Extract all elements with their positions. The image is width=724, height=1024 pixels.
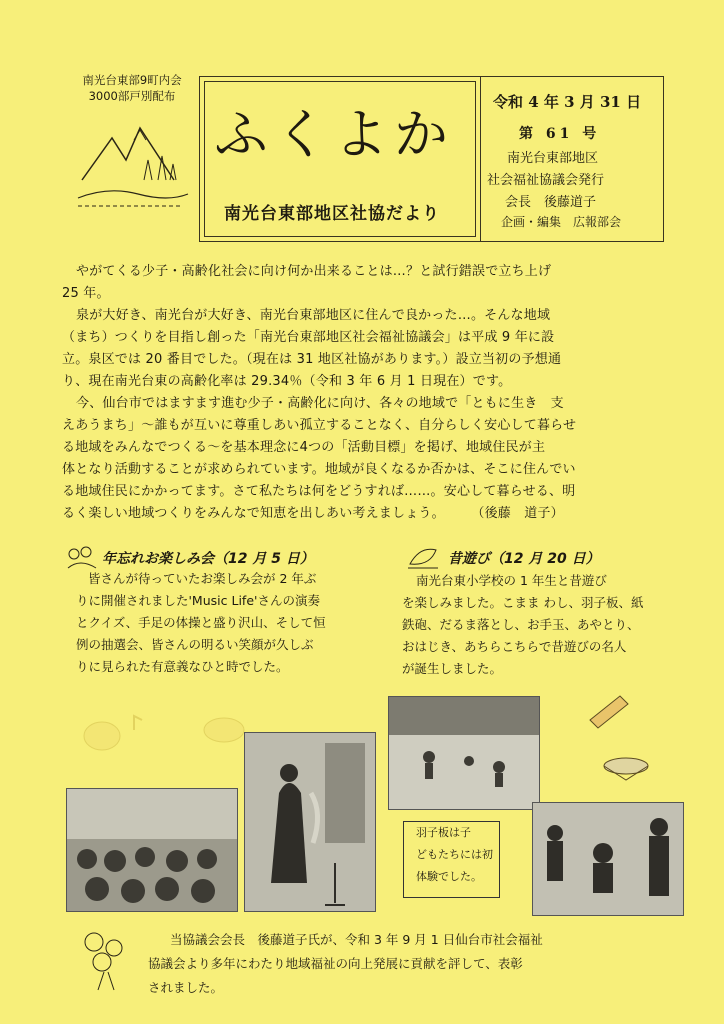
intro-line: 体となり活動することが求められています。地域が良くなるか否かは、そこに住んでい bbox=[62, 462, 576, 477]
area-line: 南光台東部9町内会 bbox=[82, 73, 182, 87]
award-line: 当協議会会長 後藤道子氏が、令和 3 年 9 月 1 日仙台市社会福祉 bbox=[170, 932, 543, 947]
newsletter-subtitle: 南光台東部地区社協だより bbox=[224, 204, 440, 224]
intro-line: 今、仙台市ではますます進む少子・高齢化に向け、各々の地域で「ともに生き 支 bbox=[76, 396, 564, 411]
newsletter-title: ふくよか bbox=[214, 103, 454, 166]
leaf-icon bbox=[404, 542, 444, 572]
photo-caption-box bbox=[403, 821, 500, 898]
intro-line: （まち）つくりを目指し創った「南光台東部地区社会福祉協議会」は平成 9 年に設 bbox=[62, 330, 555, 345]
intro-line: る地域をみんなでつくる～を基本理念に4つの「活動目標」を掲げ、地域住民が主 bbox=[62, 440, 546, 455]
area-distribution-block bbox=[68, 72, 196, 232]
intro-line: 泉が大好き、南光台が大好き、南光台東部地区に住んで良かった…。そんな地域 bbox=[76, 308, 551, 323]
right-article-heading: 昔遊び（12 月 20 日） bbox=[448, 551, 600, 567]
publisher-name: 社会福祉協議会発行 bbox=[487, 173, 605, 188]
distribution-line: 3000部戸別配布 bbox=[88, 89, 176, 103]
spinning-top-and-battledore-icon bbox=[570, 680, 670, 790]
left-article-heading: 年忘れお楽しみ会（12 月 5 日） bbox=[102, 551, 314, 567]
award-line: されました。 bbox=[148, 980, 224, 995]
editor: 企画・編集 広報部会 bbox=[501, 215, 622, 229]
caption-line: 羽子板は子 bbox=[416, 826, 471, 839]
intro-line: るく楽しい地域つくりをみんなで知恵を出しあい考えましょう。 （後藤 道子） bbox=[62, 506, 564, 521]
saxophone-performance-photo bbox=[244, 732, 376, 912]
right-article-line: おはじき、あちらこちらで昔遊びの名人 bbox=[402, 639, 627, 654]
children-playing-photo bbox=[532, 802, 684, 916]
intro-line: 立。泉区では 20 番目でした。（現在は 31 地区社協があります。）設立当初の予想通 bbox=[62, 352, 562, 367]
left-article-line: りに開催されました'Music Life'さんの演奏 bbox=[76, 593, 320, 608]
right-article-line: を楽しみました。こまま わし、羽子板、紙 bbox=[402, 595, 644, 610]
right-article-line: 南光台東小学校の 1 年生と昔遊び bbox=[416, 573, 607, 588]
chairperson: 会長 後藤道子 bbox=[505, 195, 597, 210]
intro-line: えあうまち」～誰もが互いに尊重しあい孤立することなく、自分らしく安心して暮らせ bbox=[62, 418, 577, 433]
caption-line: 体験でした。 bbox=[416, 870, 482, 883]
issue-date: 令和 4 年 3 月 31 日 bbox=[493, 93, 642, 111]
caption-line: どもたちには初 bbox=[416, 848, 493, 861]
right-article-line: が誕生しました。 bbox=[402, 661, 503, 676]
left-article-line: 皆さんが待っていたお楽しみ会が 2 年ぶ bbox=[88, 571, 317, 586]
award-line: 協議会より多年にわたり地域福祉の向上発展に貢献を評して、表彰 bbox=[148, 956, 523, 971]
left-article-line: とクイズ、手足の体操と盛り沢山、そして恒 bbox=[76, 615, 326, 630]
intro-line: り、現在南光台東の高齢化率は 29.34％（令和 3 年 6 月 1 日現在）です。 bbox=[62, 374, 512, 389]
right-article-line: 鉄砲、だるま落とし、お手玉、あやとり、 bbox=[402, 617, 640, 632]
intro-line: やがてくる少子・高齢化社会に向け何か出来ることは…？と試行錯誤で立ち上げ bbox=[76, 264, 552, 279]
gym-games-photo bbox=[388, 696, 540, 810]
intro-line: 25 年。 bbox=[62, 286, 110, 301]
bird-music-illustration bbox=[74, 700, 264, 770]
audience-photo bbox=[66, 788, 238, 912]
issue-info-box bbox=[480, 76, 664, 242]
intro-line: る地域住民にかかってます。さて私たちは何をどうすれば……。安心して暮らせる、明 bbox=[62, 484, 576, 499]
issue-number: 第 61 号 bbox=[519, 126, 601, 142]
left-article-line: りに見られた有意義なひと時でした。 bbox=[76, 659, 289, 674]
flower-bouquet-icon bbox=[74, 922, 138, 994]
masthead-title-box bbox=[199, 76, 481, 242]
mountain-illustration bbox=[74, 110, 190, 230]
left-article-line: 例の抽選会、皆さんの明るい笑顔が久しぶ bbox=[76, 637, 314, 652]
publisher-area: 南光台東部地区 bbox=[507, 151, 599, 166]
